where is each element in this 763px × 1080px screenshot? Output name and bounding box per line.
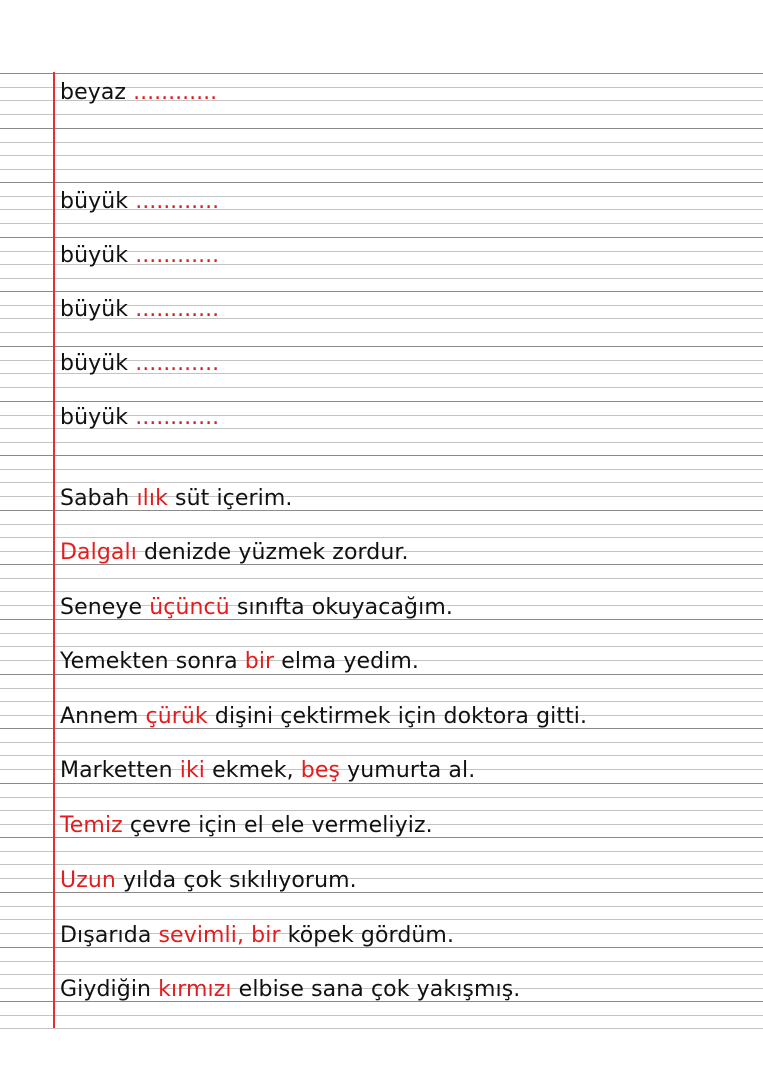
sentence-row [60, 975, 520, 1005]
guide-line [0, 387, 763, 388]
ruled-line [0, 237, 763, 238]
sentence-text: köpek gördüm. [280, 923, 455, 948]
prompt-row [60, 241, 219, 271]
adjective-highlight: üçüncü [149, 595, 230, 620]
answer-blank[interactable]: ............ [135, 189, 220, 214]
sentence-row [60, 811, 433, 841]
sentence-text: Annem [60, 704, 146, 729]
sentence-text: Giydiğin [60, 977, 159, 1002]
prompt-word: büyük [60, 351, 129, 376]
adjective-highlight: bir [244, 649, 275, 674]
sentence-text: Yemekten sonra [60, 649, 245, 674]
sentence-text: Sabah [60, 486, 137, 511]
guide-line [0, 442, 763, 443]
guide-line [0, 906, 763, 907]
guide-line [0, 469, 763, 470]
sentence-text: süt içerim. [167, 486, 293, 511]
sentence-text: Marketten [60, 758, 180, 783]
answer-blank[interactable]: ............ [133, 80, 218, 105]
sentence-row [60, 702, 587, 732]
ruled-line [0, 346, 763, 347]
sentence-text: çevre için el ele vermeliyiz. [122, 813, 433, 838]
guide-line [0, 169, 763, 170]
sentence-row [60, 921, 454, 951]
adjective-highlight: çürük [145, 704, 208, 729]
ruled-line [0, 291, 763, 292]
ruled-line [0, 401, 763, 402]
prompt-word: büyük [60, 189, 129, 214]
guide-line [0, 1015, 763, 1016]
guide-line [0, 482, 763, 483]
sentence-text: yılda çok sıkılıyorum. [115, 868, 357, 893]
sentence-row [60, 647, 419, 677]
prompt-row [60, 78, 217, 108]
prompt-row [60, 403, 219, 433]
adjective-highlight: iki [179, 758, 205, 783]
guide-line [0, 578, 763, 579]
guide-line [0, 688, 763, 689]
guide-line [0, 961, 763, 962]
prompt-word: beyaz [60, 80, 127, 105]
adjective-highlight: Dalgalı [60, 540, 137, 565]
prompt-word: büyük [60, 243, 129, 268]
prompt-row [60, 187, 219, 217]
guide-line [0, 864, 763, 865]
sentence-text: yumurta al. [340, 758, 476, 783]
guide-line [0, 742, 763, 743]
sentence-text: Seneye [60, 595, 150, 620]
guide-line [0, 919, 763, 920]
adjective-highlight: ılık [136, 486, 168, 511]
guide-line [0, 223, 763, 224]
answer-blank[interactable]: ............ [135, 297, 220, 322]
prompt-row [60, 295, 219, 325]
guide-line [0, 851, 763, 852]
guide-line [0, 1028, 763, 1029]
guide-line [0, 633, 763, 634]
sentence-row [60, 866, 357, 896]
sentence-row [60, 538, 409, 568]
adjective-highlight: Temiz [60, 813, 123, 838]
sentence-text: sınıfta okuyacağım. [229, 595, 453, 620]
prompt-word: büyük [60, 297, 129, 322]
guide-line [0, 278, 763, 279]
ruled-line [0, 73, 763, 74]
guide-line [0, 142, 763, 143]
prompt-row [60, 349, 219, 379]
answer-blank[interactable]: ............ [135, 243, 220, 268]
ruled-line [0, 455, 763, 456]
sentence-text: ekmek, [205, 758, 301, 783]
sentence-row [60, 593, 453, 623]
sentence-text: elma yedim. [274, 649, 419, 674]
prompt-word: büyük [60, 405, 129, 430]
sentence-text: denizde yüzmek zordur. [136, 540, 409, 565]
guide-line [0, 591, 763, 592]
sentence-row [60, 756, 475, 786]
guide-line [0, 155, 763, 156]
sentence-text: elbise sana çok yakışmış. [231, 977, 521, 1002]
guide-line [0, 114, 763, 115]
margin-line [53, 72, 55, 1028]
adjective-highlight: Uzun [60, 868, 116, 893]
answer-blank[interactable]: ............ [135, 405, 220, 430]
sentence-text: Dışarıda [60, 923, 159, 948]
guide-line [0, 524, 763, 525]
guide-line [0, 797, 763, 798]
sentence-text: dişini çektirmek için doktora gitti. [207, 704, 588, 729]
ruled-line [0, 182, 763, 183]
ruled-line [0, 128, 763, 129]
guide-line [0, 332, 763, 333]
answer-blank[interactable]: ............ [135, 351, 220, 376]
sentence-row [60, 484, 292, 514]
adjective-highlight: kırmızı [158, 977, 232, 1002]
adjective-highlight: beş [300, 758, 341, 783]
adjective-highlight: sevimli, bir [158, 923, 281, 948]
